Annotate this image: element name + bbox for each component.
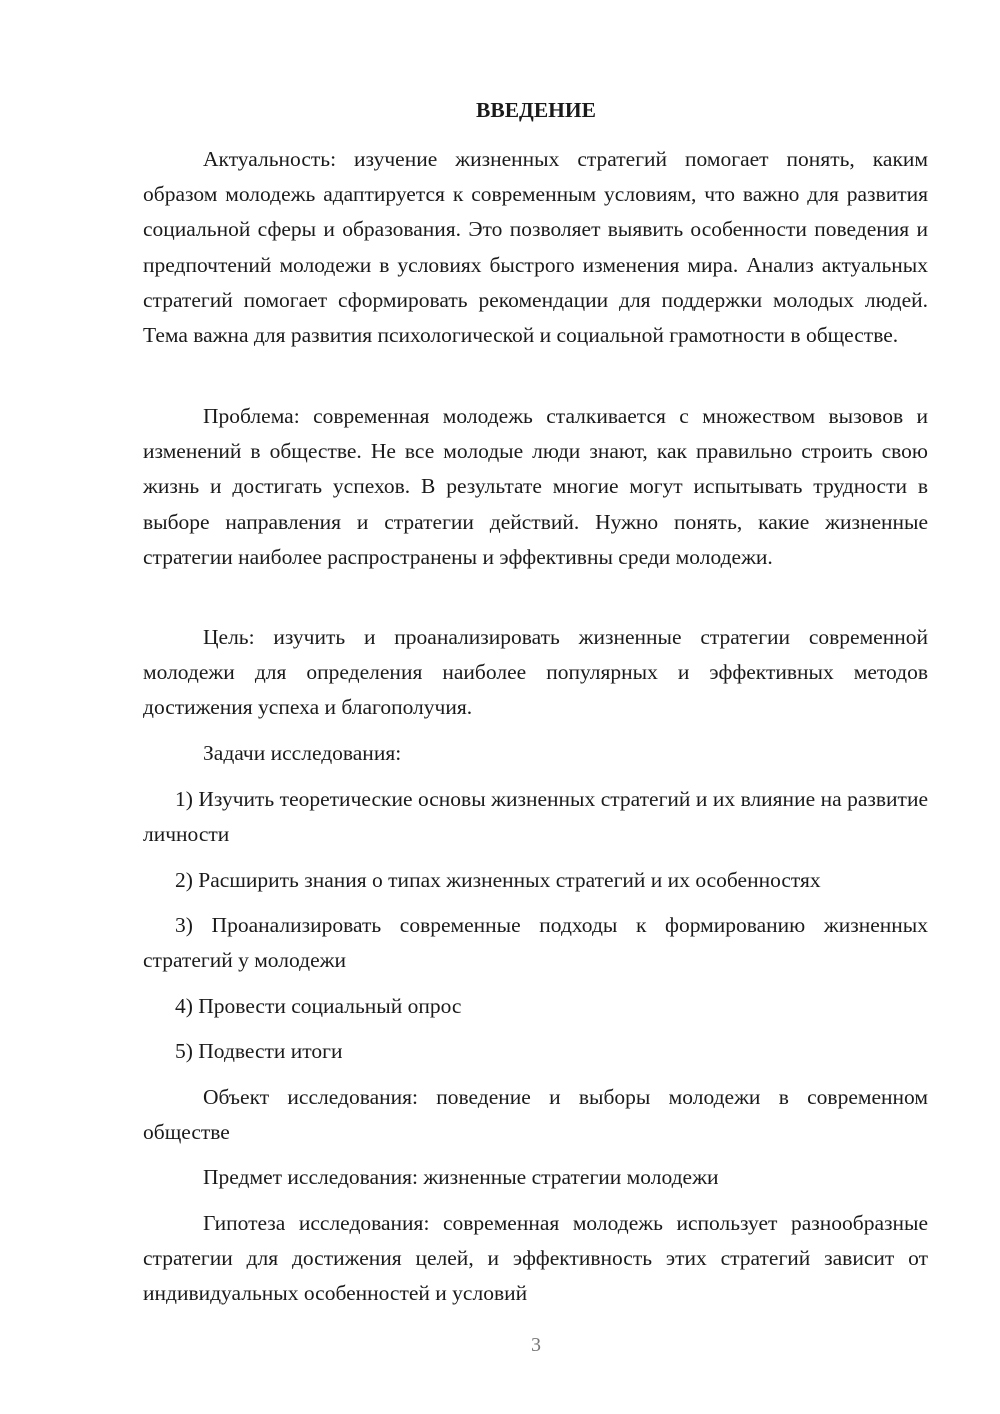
tasks-heading: Задачи исследования:	[203, 741, 402, 765]
task-item-3: 3) Проанализировать современные подходы к формированию жизненных стратегий у молодежи	[143, 913, 928, 973]
page-title: ВВЕДЕНИЕ	[476, 98, 596, 122]
subject-paragraph: Предмет исследования: жизненные стратегии молодежи	[203, 1165, 719, 1189]
object-paragraph: Объект исследования: поведение и выборы молодежи в современном обществе	[143, 1085, 928, 1145]
page-number: 3	[531, 1334, 541, 1356]
hypothesis-paragraph: Гипотеза исследования: современная молодежь использует разнообразные стратегии для достижения целей, и эффективность этих стратегий зависит от индивидуальных особенностей и условий	[143, 1211, 928, 1306]
relevance-paragraph: Актуальность: изучение жизненных стратегий помогает понять, каким образом молодежь адаптируется к современным условиям, что важно для развития социальной сферы и образования. Это позволяет выявить особенности поведения и предпочтений молодежи в условиях быстрого изменения мира. Анализ актуальных стратегий помогает сформировать рекомендации для поддержки молодых людей. Тема важна для развития психологической и социальной грамотности в обществе.	[143, 147, 928, 348]
goal-paragraph: Цель: изучить и проанализировать жизненные стратегии современной молодежи для определения наиболее популярных и эффективных методов достижения успеха и благополучия.	[143, 625, 928, 720]
task-item-2: 2) Расширить знания о типах жизненных стратегий и их особенностях	[175, 868, 821, 892]
task-item-1: 1) Изучить теоретические основы жизненных стратегий и их влияние на развитие личности	[143, 787, 928, 847]
problem-paragraph: Проблема: современная молодежь сталкивается с множеством вызовов и изменений в обществе. Не все молодые люди знают, как правильно строить свою жизнь и достигать успехов. В результате многие могут испытывать трудности в выборе направления и стратегии действий. Нужно понять, какие жизненные стратегии наиболее распространены и эффективны среди молодежи.	[143, 404, 928, 569]
task-item-4: 4) Провести социальный опрос	[175, 994, 462, 1018]
task-item-5: 5) Подвести итоги	[175, 1039, 343, 1063]
